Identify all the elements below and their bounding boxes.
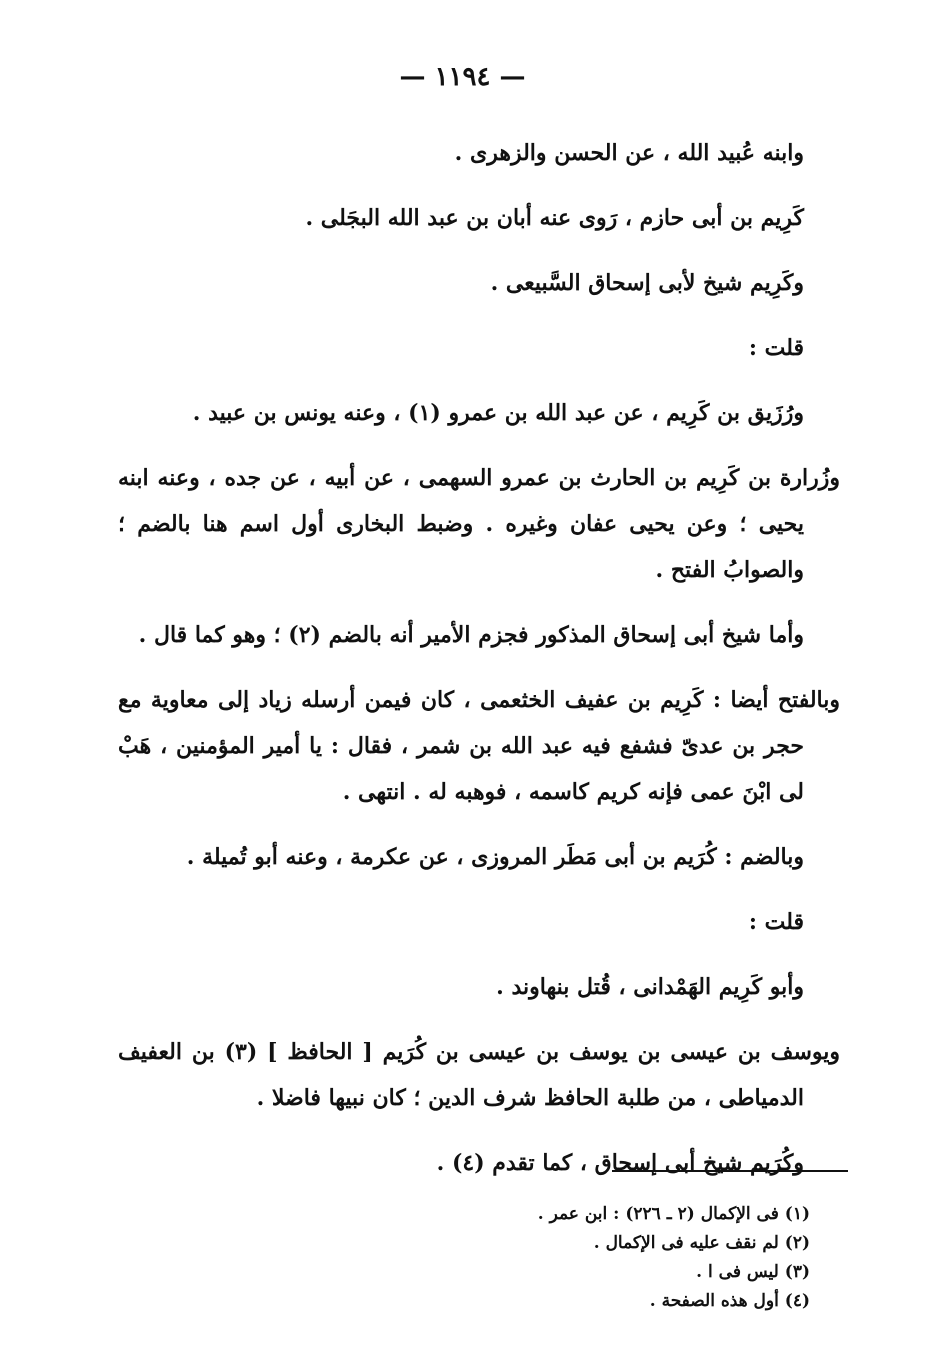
footnote-2: (٢) لم نقف عليه فى الإكمال . (593, 1233, 810, 1253)
paragraph-4: قلت : (748, 335, 804, 361)
footnotes (450, 1200, 810, 1316)
paragraph-9: وبالضم : كُرَيم بن أبى مَطَر المروزى ، عن عكرمة ، وعنه أبو تُميلة . (186, 844, 804, 870)
paragraph-7: وأما شيخ أبى إسحاق المذكور فجزم الأمير أنه بالضم (٢) ؛ وهو كما قال . (138, 622, 804, 648)
paragraph-2: كَرِيم بن أبى حازم ، رَوى عنه أبان بن عبد الله البجَلى . (305, 205, 804, 231)
page-number: — ١١٩٤ — (399, 62, 526, 92)
paragraph-6: وزُرارة بن كَرِيم بن الحارث بن عمرو السهمى ، عن أبيه ، عن جده ، وعنه ابنه يحيى ؛ وعن يحيى عفان وغيره . وضبط البخارى أول اسم هنا بالضم ؛ والصوابُ الفتح . (118, 465, 840, 583)
footnote-3: (٣) ليس فى ا . (696, 1262, 810, 1282)
footnote-divider (612, 1170, 848, 1172)
footnote-1: (١) فى الإكمال (٢ ـ ٢٢٦) : ابن عمر . (537, 1204, 810, 1224)
paragraph-1: وابنه عُبيد الله ، عن الحسن والزهرى . (454, 140, 804, 166)
paragraph-13: وكُرَيم شيخ أبى إسحاق ، كما تقدم (٤) . (436, 1150, 804, 1176)
paragraph-11: وأبو كَرِيم الهَمْدانى ، قُتل بنهاوند . (496, 974, 804, 1000)
paragraph-10: قلت : (748, 909, 804, 935)
paragraph-5: ورُزَيق بن كَرِيم ، عن عبد الله بن عمرو (١) ، وعنه يونس بن عبيد . (192, 400, 804, 426)
footnote-4: (٤) أول هذه الصفحة . (649, 1291, 810, 1311)
paragraph-12: ويوسف بن عيسى بن يوسف بن عيسى بن كُرَيم [ الحافظ ] (٣) بن العفيف الدمياطى ، من طلبة الحافظ شرف الدين ؛ كان نبيها فاضلا . (118, 1039, 840, 1111)
paragraph-8: وبالفتح أيضا : كَرِيم بن عفيف الخثعمى ، كان فيمن أرسله زياد إلى معاوية مع حجر بن عدىّ فشفع فيه عبد الله بن شمر ، فقال : يا أمير المؤمنين ، هَبْ لى ابْنَ عمى فإنه كريم كاسمه ، فوهبه له . انتهى . (118, 687, 840, 805)
body-text (118, 130, 840, 1205)
paragraph-3: وكَرِيم شيخ لأبى إسحاق السَّبيعى . (490, 270, 804, 296)
